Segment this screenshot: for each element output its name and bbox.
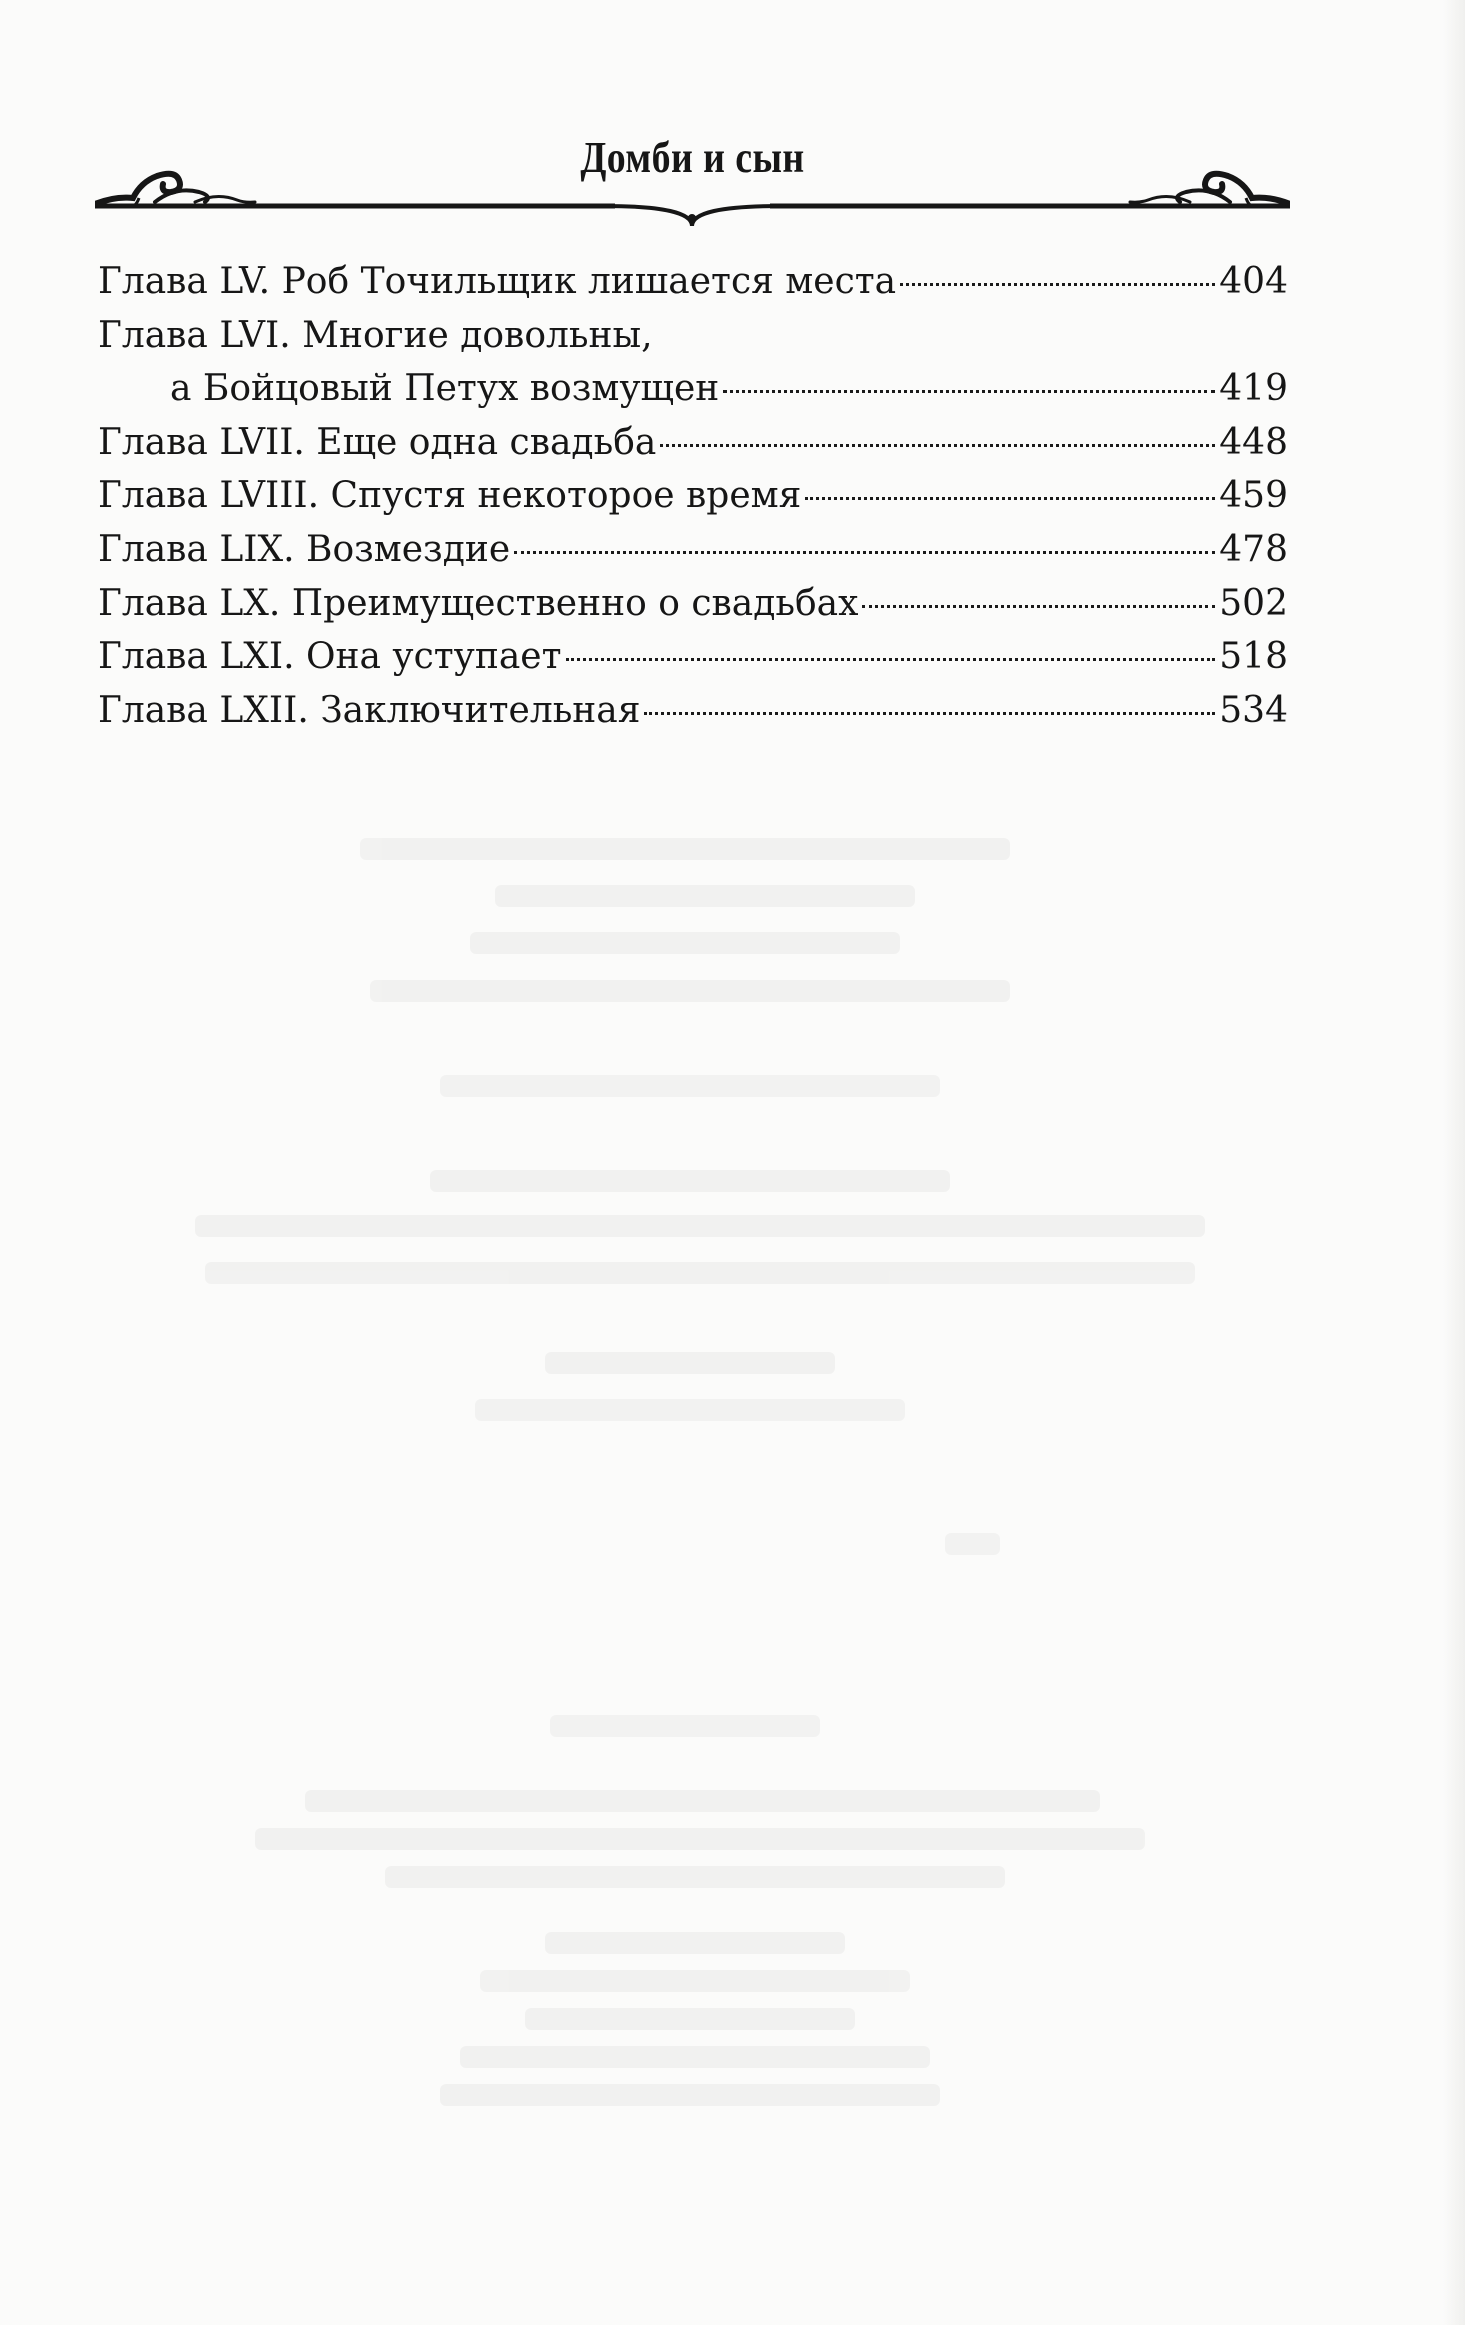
toc-chapter-title: Глава LIX. Возмездие <box>98 528 511 570</box>
toc-page-number: 448 <box>1219 421 1288 463</box>
running-header <box>95 120 1290 230</box>
toc-entry <box>98 577 1288 631</box>
toc-entry <box>98 630 1288 684</box>
toc-entry <box>98 362 1288 416</box>
toc-entry-first-line: Глава LVI. Многие довольны, <box>98 314 653 356</box>
toc-chapter-title-continued: а Бойцовый Петух возмущен <box>170 368 720 410</box>
toc-page-number: 459 <box>1219 475 1288 517</box>
toc-chapter-title: Глава LX. Преимущественно о свадьбах <box>98 582 859 624</box>
toc-page-number: 419 <box>1219 368 1288 410</box>
toc-entry <box>98 684 1288 738</box>
toc-chapter-title: Глава LXI. Она уступает <box>98 636 562 678</box>
dot-leader <box>644 712 1215 715</box>
dot-leader <box>514 551 1215 554</box>
dot-leader <box>723 390 1215 393</box>
running-header-title: Домби и сын <box>580 133 805 182</box>
dot-leader <box>862 605 1215 608</box>
page-edge <box>1443 0 1465 2325</box>
dot-leader <box>805 497 1215 500</box>
toc-chapter-title: Глава LVIII. Спустя некоторое время <box>98 475 802 517</box>
toc-entry <box>98 255 1288 309</box>
toc-page-number: 502 <box>1219 582 1288 624</box>
toc-entry <box>98 523 1288 577</box>
toc-page-number: 534 <box>1219 689 1288 731</box>
dot-leader <box>566 658 1216 661</box>
toc-chapter-title: Глава LVII. Еще одна свадьба <box>98 421 657 463</box>
toc-entry <box>98 469 1288 523</box>
table-of-contents <box>98 255 1288 737</box>
toc-chapter-title: Глава LV. Роб Точильщик лишается места <box>98 261 897 302</box>
toc-page-number: 518 <box>1219 636 1288 678</box>
dot-leader <box>900 283 1215 286</box>
toc-chapter-title: Глава LXII. Заключительная <box>98 689 641 731</box>
toc-page-number: 404 <box>1219 261 1288 302</box>
toc-page-number: 478 <box>1219 528 1288 570</box>
toc-entry <box>98 416 1288 470</box>
dot-leader <box>660 444 1215 447</box>
